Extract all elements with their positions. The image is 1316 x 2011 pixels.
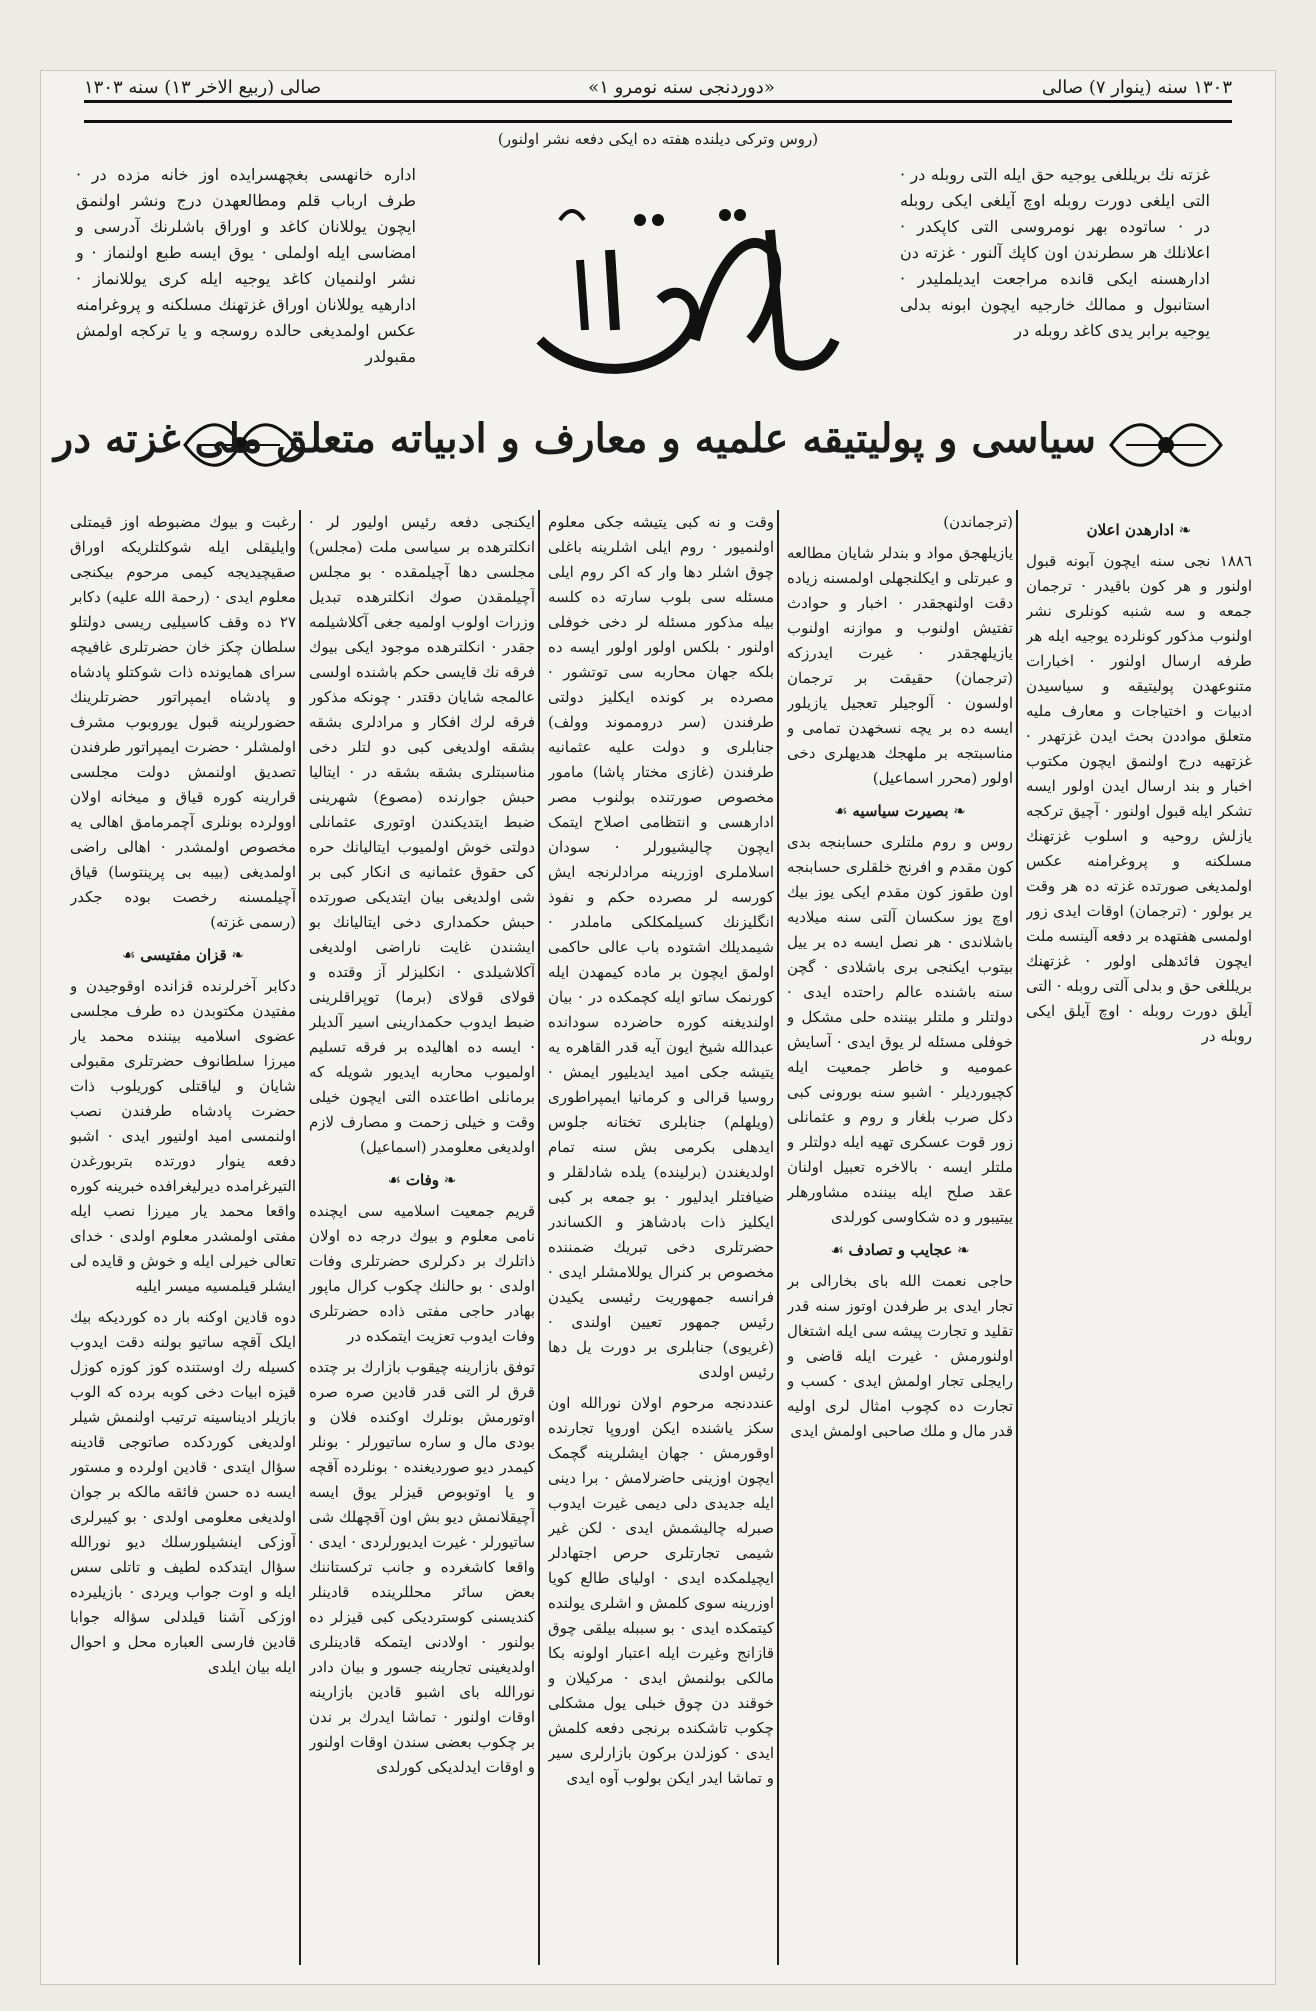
column-3 [548,510,774,1965]
column-4-heading-2: ❧ وفات ☙ [387,1171,457,1189]
column-4-text: ایکنجی دفعه رئیس اولیور لر · انکلترهده بر سیاسی ملت (مجلس) مجلسی دها آچیلمقده · بو مجلس آچیلمقدن صوك انکلترهده تبدیل وزرات اولوب اولمیه جغی آکلاشیلمه جقدر · انکلترهده موجود ایکی بیوك فرقه نك قایسی حکم باشنده اولسی عالمجه شایان دقتدر · چونکه مذکور فرقه لرك افکار و مرادلری بشقه بشقه اولدیغی کبی دو لتلر دخی مناسبتلری بشقه بشقه در · ایتالیا حبش جوارنده (مصوع) شهرینی ضبط ایتدیکندن اوتوری عثمانلی دولتی خوش اولمیوب ایتالیانك حره کی حقوق عثمانیه ی انکار کبی بر شی اولدیغی بیان ایتدیکی صورتده حبش حکمداری دخی ایتالیانك بو ایشندن غایت ناراضی اولدیغی آکلاشیلدی · انکلیزلر آز وقتده و قولای قولای (برما) توپراقلرینی ضبط ایدوب حکمدارینی اسیر آلدیلر · ایسه ده اهالیده بر فرقه تسلیم اولمیوب محاربه ایدیور شویله که برمانلی اطاعتده التی ایچون خیلی وقت و خیلی زحمت و مصارف لازم اولدیغی معلومدر (اسماعیل) [309,513,535,1156]
masthead-bar [84,72,1232,102]
column-4-text-3: توفق بازارینه چیقوب بازارك بر چتده قرق لر التی قدر قادین صره صره اوتورمش بونلرك اوکنده فلان و بودی مال و ساره ساتیورلر · بونلر کیمدر دیو صوردیغنده · بونلرده آقچه و یا اوتوبوص قیزلر یوق ایسه آچیقلانمش دیو بش اون آقچهلك شی ساتیورلر · غیرت ایدیورلردی · ایدی · واقعا کاشغرده و جانب ترکستاننك بعض سائر محللرینده قادینلر کندیسنی کوستردیکی کبی قیزلر ده بولنور · اولادنی ایتمکه قادینلری اولدیغینی تجارینه جسور و بیان دادر نورالله بای اشبو قادین بازارینه اوقات اولنور · تماشا ایدرك بر ندن بر چکوب بعضی سندن اوقات اولنور و اوقات ایدلدیکی کورلدی [309,1358,535,1776]
column-5-text-3: دوه قادین اوکنه بار ده کوردیکه بیك ایلک آقچه ساتیو بولنه دقت ایدوب کسیله رك اوستنده کوز کوزه کوزل قیزه ابیات دخی کوبه برده که الوب بازیلر ادیناسینه ترتیب اولنمش شیلر اولدیغی کوردکده صاتوجی قادینه سؤال ایتدی · قادین اولرده و مستور ایسه ده حسن فائقه مالکه بر جوان اولدیغی معلومی اولدی · بو کیبرلری آوزکی اینشیلورسلك دیو نورالله سؤال ایتدکده لطیف و تاتلی سس ایله و اوت جواب ویردی · بازیلیرده اوزکی آشنا قیلدلی سؤاله جوابا قادین فارسی العباره محل و احوال ایله بیان ایلدی [70,1308,296,1676]
newspaper-logo [520,190,850,390]
newspaper-tagline: سیاسی و پولیتیقه علمیه و معارف و ادبیاته متعلق ملی غزته در [53,415,1096,462]
column-1 [1026,510,1252,1965]
subscription-notice: غزته نك بریللغی یوجیه حق ایله التی روبله در · التی ایلغی دورت روبله اوچ آیلغی ایکی روبله در · ساتوده بهر نومروسی التی کاپکدر · اعلانلك هر سطرندن اون کاپك آلنور · غزته دن ادارهسنه ایکی قانده مراجعت ایدیلملیدر · استانبول و ممالك خارجیه ایچون ابونه بدلی یوجیه برابر یدی کاغد روبله در [900,165,1210,340]
column-3-text: وقت و نه کبی یتیشه جکی معلوم اولنمیور · روم ایلی اشلرینه باغلی چوق اشلر دها وار که اکر روم ایلی مسئله سی بلوب سارته ده کلسه بیله مذکور مسئله لر دخی خوفلی اولنور · بلکس اولور اولور ایسه ده بلکه جهان محاربه سی توتشور · مصرده بر کونده ایکلیز دولتی طرفندن (سر درومموند وولف) جنابلری و دولت علیه عثمانیه طرفندن (غازی مختار پاشا) مامور مخصوص صورتنده بولنوب مصر ادارهسی و انتظامی اصلاح ایتمک ایچون چالیشیورلر · سودان اسلاملری اوزرینه مرادلرنجه ایش کورسه لر مصرده حکم و نفوذ انگلیزنك کسیلمکلکی ماملدر · شیمدیلك اشتوده باب عالی حاکمی اولمق ایچون بر ماده کیمهدن ایله کورنمک ساتو ایله کچمکده در · بیان اولندیغنه کوره حاضرده سودانده عبدالله شیخ ایون آیه قدر القاهره یه یتیشه جکی امید ایدیلیور ایمش · روسیا قرالی و کرمانیا ایمپراطوری (ویلهلم) جنابلری تختانه جلوس ایدهلی بکرمی بش سنه تمام اولدیغندن (برلینده) یلده شادلقلر و ضیافتلر ایدلیور · بو جمعه بر کبی ایکلیز ذات بادشاهز و الکساندر حضرتلری دخی تبریك ضمننده مخصوص بر کنرال یوللامشلر ایدی · فرانسه جمهوریت رئیسی یکیدن رئیس جمهور تعیین اولندی · (غریوی) جنابلری بر دورت یل دها رئیس اولدی [548,513,774,1381]
masthead-center: «دوردنجی سنه نومرو ١» [588,76,775,98]
masthead-right [1042,77,1232,98]
column-5-heading-2: ❧ قزان مفتیسی ☙ [122,946,244,964]
right-ornament-icon [1106,413,1226,477]
publication-frequency: (روس وترکی دیلنده هفته ده ایکی دفعه نشر اولنور) [497,130,819,148]
column-2-text-2: روس و روم ملتلری حسابنجه بدی کون مقدم و افرنج خلقلری حسابنجه اون طقوز کون مقدم ایکی یوز بیك اوچ یوز سکسان آلتی سنه میلادیه باشلاندی · هر نصل ایسه ده بر ییل بیتوب ایکنجی بری باشلادی · گچن سنه باشنده عالم راحتده ایدی · دولتلر و ملتلر بیننده حلی مشکل و خوفلی مسئله لر یوق ایدی · آسایش عمومیه و خاطر جمعیت ایله کچیوردیلر · اشبو سنه بورونی کبی دکل صرب بلغار و روم و عثمانلی زور قوت عسکری تهیه ایله دولتلر و ملتلر ایسه · بالاخره تعبیل اولنان عقد صلح ایله بیننده مشاورهلر ییتیبور و ده شکاوسی کورلدی [787,833,1013,1226]
column-5-text-2: دکابر آخرلرنده قزانده اوقوجیدن و مفتیدن مکتوبدن ده طرف مجلسی عضوی اسلامیه بیننده محمد یار میرزا سلطانوف حضرتلری مقبولی شایان و لیاقتلی کوریلوب ذات حضرت پادشاه طرفندن نصب اولنمسی امید اولنیور ایدی · اشبو دفعه ینوار دورتده بتربورغدن التیرغرامده دیرلیغرافده خبرینه کوره واقعا محمد یار میرزا نصب ایله مفتی اولمشدر معلوم اولدی · خدای تعالی خیرلی ایله و خوش و قایده لی ایشلر قیلمسیه میسر ایلیه [70,977,296,1295]
column-3-text-2: عنددنجه مرحوم اولان نورالله اون سکز یاشنده ایکن اوروپا تجارنده اوقورمش · جهان ایشلرینه گچمک ایچون اوزینی حاضرلامش · برا دینی ایله جدیدی دلی دیمی غیرت ایدوب صبرله چالیشمش ایدی · لکن غیر شیمی تجارتلری حرص اجتهادلر ایچیلمکده ایدی · اولیای طالع کویا اوزرینه سوی کلمش و اشلری یولنده کیتمکده ایدی · بو سببله بیلقی چوق قازانج وغیرت ایله اعتبار اولونه بکا مالکی بولنمش ایدی · مرکیلان و خوقند دن چوق خبلی یول مشکلی چکوب تاشکنده برنجی دفعه کلمش ایدی · کوزلدن برکون بازارلری سیر و تماشا ایدر ایکن بولوب آوه ایدی [548,1394,774,1787]
column-2 [787,510,1013,1965]
column-rule [299,510,301,1965]
newspaper-page [40,70,1276,1985]
column-4-text-2: قریم جمعیت اسلامیه سی ایچنده نامی معلوم و بیوك درجه ده اولان ذاتلرك بر دکرلری حضرتلری وفات اولدی · بو حالنك چکوب کرال ماپور بهادر حاجی مفتی ذاده حضرتلری وفات ایدوب تعزیت ایتمکده در [309,1202,535,1345]
column-2-heading-3: ❧ عجایب و تصادف ☙ [830,1241,970,1259]
masthead-right-year: ١٣٠٣ سنه [1157,76,1232,98]
masthead-rule [84,120,1232,123]
column-5 [70,510,296,1965]
masthead-left-day: صالی [279,76,322,98]
column-rule [538,510,540,1965]
article-columns [60,510,1256,1965]
column-5-text: رغبت و بیوك مضبوطه اوز قیمتلی وایلیقلی ایله شوکلتلریکه اوراق صقیچیدیجه کیمی مرحوم بیکنجی معلوم ایدی · (رحمة الله علیه) دکابر ٢٧ ده وقف کاسیلیی ریسی دولتلو سلطان چکز خان حضرتلری غافیچه سرای همایونده ذات شوکتلو پادشاه و پادشاه ایمپراتور حضرتلرینك حضورلرینه قبول یوروبوب مشرف اولمشلر · حضرت ایمپراتور طرفندن تصدیق اولنمش دولت مجلسی قرارینه کوره قیاق و میخانه اولان اوولرده بونلری آچمرمامق اهالی یه مخصوص اولمشدر · اهالی راضی اولمدیغی (بیبه بی پرینتوسا) قیاق آچیلمسنه رخصت بوده جکدر (رسمی غزته) [70,513,296,931]
column-2-heading: (ترجماندن) [943,513,1013,531]
column-2-text: یازیلهجق مواد و بندلر شایان مطالعه و عبرتلی و ایکلنجهلی اولمسنه زیاده دقت اولنهجقدر · اخبار و حوادث تفتیش اولنوب و موازنه اولنوب یازیلهجقدر · غیرت ایدرزکه (ترجمان) حقیقت بر ترجمان اولسون · آلوجیلر تعجیل یازیلور ایسه ده بر یچه نسخهدن تمامی و مناسبتجه بر ملهجك هدیهلری دخی اولور (محرر اسماعیل) [787,544,1013,787]
column-1-heading: ❧ ادارهدن اعلان [1086,521,1192,539]
column-rule [1016,510,1018,1965]
masthead-right-date: (ينوار ٧) [1088,76,1152,98]
tagline-banner [53,405,1226,485]
column-2-heading-2: ❧ بصیرت سیاسیه ☙ [834,802,966,820]
column-1-text: ١٨٨٦ نجی سنه ایچون آبونه قبول اولنور و هر کون باقیدر · ترجمان جمعه و سه شنبه کونلری نشر اولنوب مذکور کونلرده یوجیه ایله هر طرفه ارسال اولنور · اخبارات متنوعهدن پولیتیقه و سیاسیدن ادبیات و اختیاجات و معارف ملیه متعلق مواددن بحث ایدن غزتهدر · غزتهیه درج اولنمق ایچون مکتوب اخبار و بند ارسال ایدن اولور ایسه تشکر ایله قبول اولنور · آچیق ترکجه یازلش روحیه و اسلوب غزتهنك مسلکنه و پروغرامنه عکس اولمدیغی صورتده غزته ده هر وقت یر بولور · (ترجمان) اوقات ایدی زور اولمسی هفتهده بر دفعه آلینسه ملت ایچون فائدهلی اولور · غزتهنك بریللغی حق و بدلی آلتی روبله · التی آیلق دورت روبله · اوچ آیلق ایکی روبله در [1026,552,1252,1045]
column-4 [309,510,535,1965]
column-2-text-3: حاجی نعمت الله بای بخارالی بر تجار ایدی بر طرفدن اوتوز سنه قدر تقلید و تجارت پیشه سی ایله اشتغال اولنورمش · غیرت ایله قاضی و رایجلی تجار اولمش ایدی · کسب و تجارت ده کچوب امثال لری اولیه قدر مال و ملك صاحبی اولمش ایدی [787,1272,1013,1440]
masthead-left-date: (ربيع الاخر ١٣) [164,76,275,98]
masthead-left-year: سنه ١٣٠٣ [84,76,159,98]
office-notice: اداره خانهسی بغچهسرایده اوز خانه مزده در · طرف ارباب قلم ومطالعهدن درج ونشر اولنمق ایچون یوللانان کاغد و اوراق باشلرنك آدرسی و امضاسی ایله اولملی · یوق ایسه طبع اولنماز · و نشر اولنمیان کاغد یوجیه ایله کری یوللانماز · ادارهیه یوللانان اوراق غزتهنك مسلکنه و پروغرامنه عکس اولمدیغی حالده روسجه و یا ترکجه اولمش مقبولدر [76,165,416,366]
masthead-right-day: صالی [1041,76,1084,98]
column-rule [777,510,779,1965]
masthead-left [84,77,321,98]
